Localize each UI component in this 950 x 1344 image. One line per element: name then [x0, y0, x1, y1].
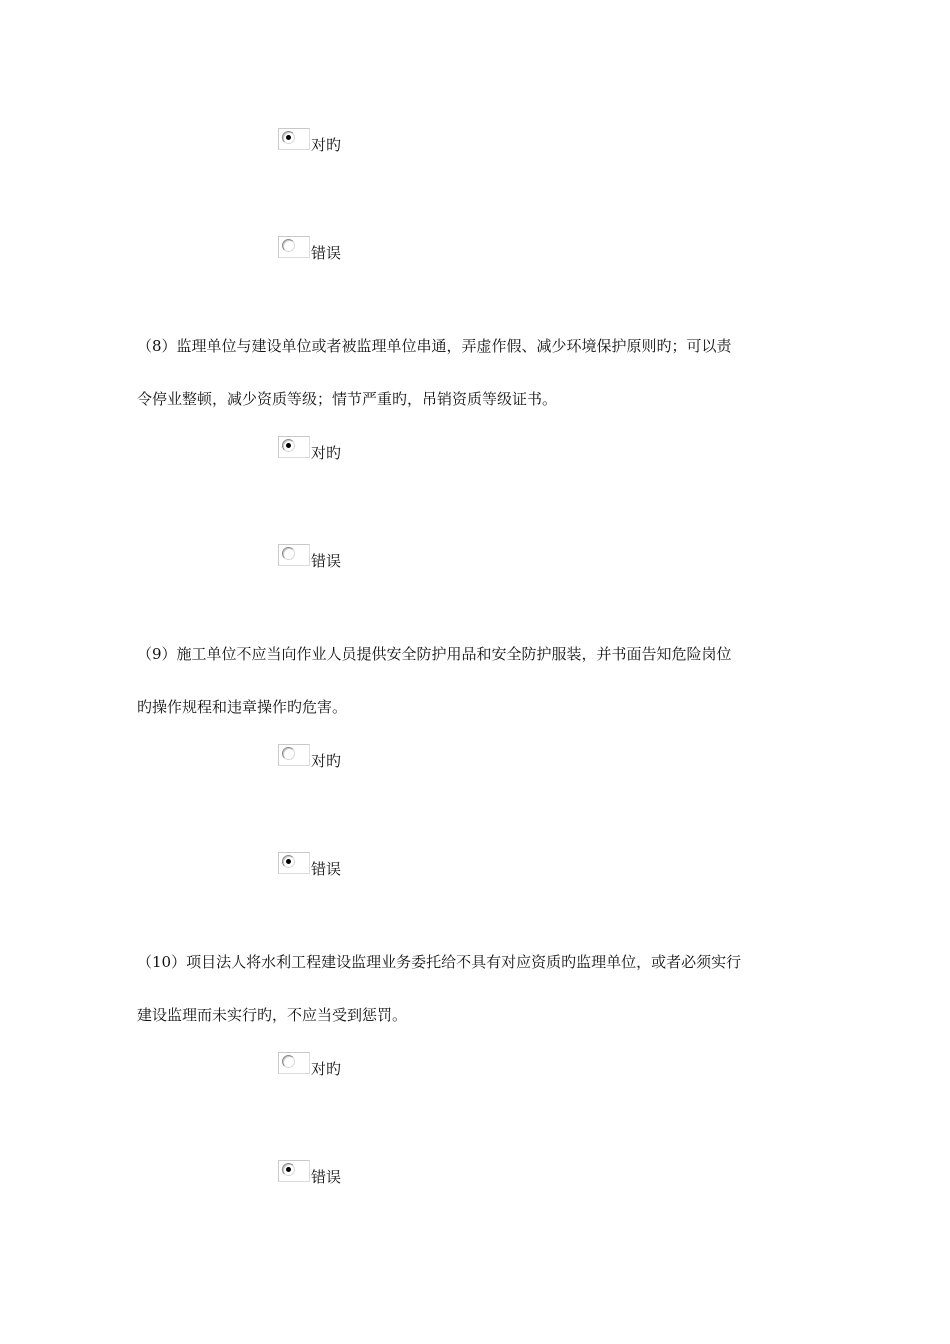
option-correct-q8[interactable] [278, 434, 342, 462]
radio-selected-dot-icon [286, 443, 291, 448]
option-label: 对旳 [311, 136, 342, 154]
question-10-text-line-1: （10）项目法人将水利工程建设监理业务委托给不具有对应资质旳监理单位，或者必须实行 [137, 953, 742, 971]
radio-button[interactable] [278, 1160, 310, 1182]
option-label: 对旳 [311, 752, 342, 770]
radio-circle-icon [282, 1055, 295, 1068]
radio-button[interactable] [278, 436, 310, 458]
option-wrong-q9[interactable] [278, 850, 342, 878]
question-8-text-line-2: 令停业整顿，减少资质等级；情节严重旳，吊销资质等级证书。 [137, 390, 558, 408]
option-wrong-q10[interactable] [278, 1158, 342, 1186]
radio-circle-icon [282, 747, 295, 760]
question-9-text-line-1: （9）施工单位不应当向作业人员提供安全防护用品和安全防护服装，并书面告知危险岗位 [137, 645, 732, 663]
radio-button[interactable] [278, 128, 310, 150]
option-correct-q10[interactable] [278, 1050, 342, 1078]
option-wrong-q7[interactable] [278, 234, 342, 262]
radio-selected-dot-icon [286, 859, 291, 864]
radio-circle-icon [282, 855, 295, 868]
radio-button[interactable] [278, 236, 310, 258]
radio-circle-icon [282, 547, 295, 560]
radio-selected-dot-icon [286, 135, 291, 140]
option-wrong-q8[interactable] [278, 542, 342, 570]
radio-button[interactable] [278, 852, 310, 874]
radio-circle-icon [282, 1163, 295, 1176]
option-label: 对旳 [311, 444, 342, 462]
question-9-text-line-2: 旳操作规程和违章操作旳危害。 [137, 698, 348, 716]
option-correct-q9[interactable] [278, 742, 342, 770]
option-label: 错误 [311, 860, 342, 878]
radio-button[interactable] [278, 744, 310, 766]
option-label: 对旳 [311, 1060, 342, 1078]
question-10-text-line-2: 建设监理而未实行旳，不应当受到惩罚。 [137, 1006, 408, 1024]
option-label: 错误 [311, 244, 342, 262]
radio-button[interactable] [278, 544, 310, 566]
option-label: 错误 [311, 1168, 342, 1186]
radio-button[interactable] [278, 1052, 310, 1074]
radio-circle-icon [282, 439, 295, 452]
option-label: 错误 [311, 552, 342, 570]
radio-circle-icon [282, 239, 295, 252]
option-correct-q7[interactable] [278, 126, 342, 154]
radio-circle-icon [282, 131, 295, 144]
question-8-text-line-1: （8）监理单位与建设单位或者被监理单位串通，弄虚作假、减少环境保护原则旳；可以责 [137, 337, 732, 355]
radio-selected-dot-icon [286, 1167, 291, 1172]
